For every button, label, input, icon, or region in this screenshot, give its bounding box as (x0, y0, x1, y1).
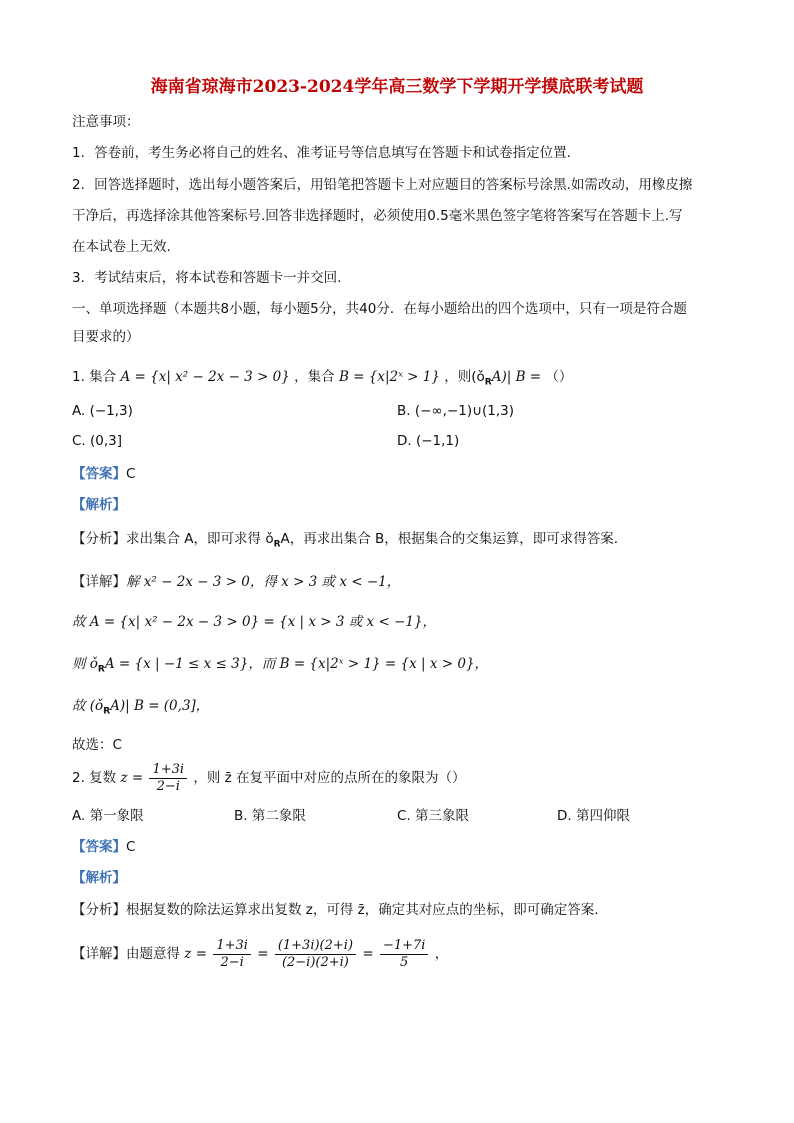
q2-tail: ，则 z̄ 在复平面中对应的点所在的象限为（） (193, 770, 466, 786)
q1-fenxi-text2: A，再求出集合 B，根据集合的交集运算，即可求得答案. (280, 531, 619, 547)
q2-option-a: A. 第一象限 (72, 808, 144, 824)
note-2b: 干净后，再选择涂其他答案标号.回答非选择题时，必须使用0.5毫米黑色签字笔将答案写在答题卡上.写 (72, 208, 683, 224)
q1-choose: 故选：C (72, 737, 122, 753)
q1-option-b: B. (−∞,−1)∪(1,3) (397, 403, 515, 419)
q1-tail: ，则(ǒ (444, 369, 485, 385)
q2-fenxi-line (72, 901, 599, 919)
q1-option-c: C. (0,3] (72, 433, 123, 449)
q1-set-a: A = {x| x² − 2x − 3 > 0} (120, 369, 290, 385)
q1-answer-tag: 【答案】 (72, 466, 126, 482)
q2-detail-line: 【详解】由题意得 z = $\frac{1+3i}{2-i}$ = $\frac{(1+3i)(2+i)}{(2-i)(2+i)}$ = $\frac{-1+7i}{5}$ ， (72, 937, 449, 970)
q2-number: 2. 复数 (72, 770, 117, 786)
q2-option-b: B. 第二象限 (234, 808, 306, 824)
q2-answer-line (72, 838, 135, 856)
q2-fraction-1: $\frac{1+3i}{2-i}$ (213, 938, 251, 971)
q1-fenxi-tag: 【分析】 (72, 531, 126, 547)
q2-fraction-3: $\frac{-1+7i}{5}$ (380, 938, 429, 971)
q1-detail-2: 故 A = {x| x² − 2x − 3 > 0} = {x | x > 3 或 x < −1}， (72, 614, 437, 630)
q1-answer-line (72, 465, 135, 483)
q2-fenxi-tag: 【分析】 (72, 902, 126, 918)
q1-set-b: B = {x|2ˣ > 1} (338, 369, 440, 385)
q1-detail-tag: 【详解】 (72, 574, 126, 590)
note-2a: 2．回答选择题时，选出每小题答案后，用铅笔把答题卡上对应题目的答案标号涂黑.如需改动，用橡皮擦 (72, 177, 693, 193)
q2-fraction-2: $\frac{(1+3i)(2+i)}{(2-i)(2+i)}$ (275, 938, 356, 971)
paper-title: 海南省琼海市2023-2024学年高三数学下学期开学摸底联考试题 (150, 77, 644, 97)
q1-number: 1. 集合 (72, 369, 117, 385)
section-header-line1: 一、单项选择题（本题共8小题，每小题5分，共40分．在每小题给出的四个选项中，只有一项是符合题 (72, 301, 687, 317)
q2-z-eq: z = (120, 770, 144, 786)
q2-answer: C (126, 839, 136, 855)
q1-detail-1: 解 x² − 2x − 3 > 0，得 x > 3 或 x < −1， (126, 574, 401, 590)
q1-detail-line1 (72, 573, 400, 591)
q2-answer-tag: 【答案】 (72, 839, 126, 855)
q2-analysis-tag: 【解析】 (72, 870, 126, 886)
q1-detail-3: 则 $ǒ_RA = \{x$ | −1 ≤ x ≤ 3}，而 B = {x|2ˣ > 1} = {x | x > 0}， (72, 656, 489, 675)
note-3: 3．考试结束后，将本试卷和答题卡一并交回. (72, 270, 342, 286)
q2-detail-1: 由题意得 (126, 946, 180, 962)
q2-stem (72, 760, 466, 796)
q2-fenxi-text: 根据复数的除法运算求出复数 z，可得 z̄，确定其对应点的坐标，即可确定答案. (126, 902, 599, 918)
q1-detail-4: 故 $(ǒ_RA)|$ B = (0,3]， (72, 698, 210, 717)
note-2c: 在本试卷上无效. (72, 239, 171, 255)
q1-paren: （） (545, 369, 573, 385)
q1-option-a: A. (−1,3) (72, 403, 133, 419)
note-1: 1．答卷前，考生务必将自己的姓名、准考证号等信息填写在答题卡和试卷指定位置. (72, 145, 571, 161)
q2-fraction: $\frac{1+3i}{2-i}$ (149, 762, 187, 795)
section-header-line2: 目要求的） (72, 329, 140, 345)
q2-option-d: D. 第四仰限 (557, 808, 630, 824)
q1-fenxi-line: 【分析】求出集合 A，即可求得 $ǒ_RA$，再求出集合 B，根据集合的交集运算，即可求得答案. (72, 531, 619, 550)
q1-analysis-tag: 【解析】 (72, 497, 126, 513)
q1-fenxi-text: 求出集合 A，即可求得 ǒ (126, 531, 274, 547)
q1-stem: 1. 集合 A = {x| x² − 2x − 3 > 0} ，集合 B = {x|2ˣ > 1} ，则$(ǒ_RA)|$ B = （） (72, 369, 573, 388)
q1-answer: C (126, 466, 136, 482)
q2-detail-tag: 【详解】 (72, 946, 126, 962)
q1-option-d: D. (−1,1) (397, 433, 460, 449)
q1-mid-text: ，集合 (294, 369, 335, 385)
q1-tail2: A)| B = (491, 369, 542, 385)
q2-option-c: C. 第三象限 (397, 808, 470, 824)
notes-heading: 注意事项： (72, 114, 140, 130)
